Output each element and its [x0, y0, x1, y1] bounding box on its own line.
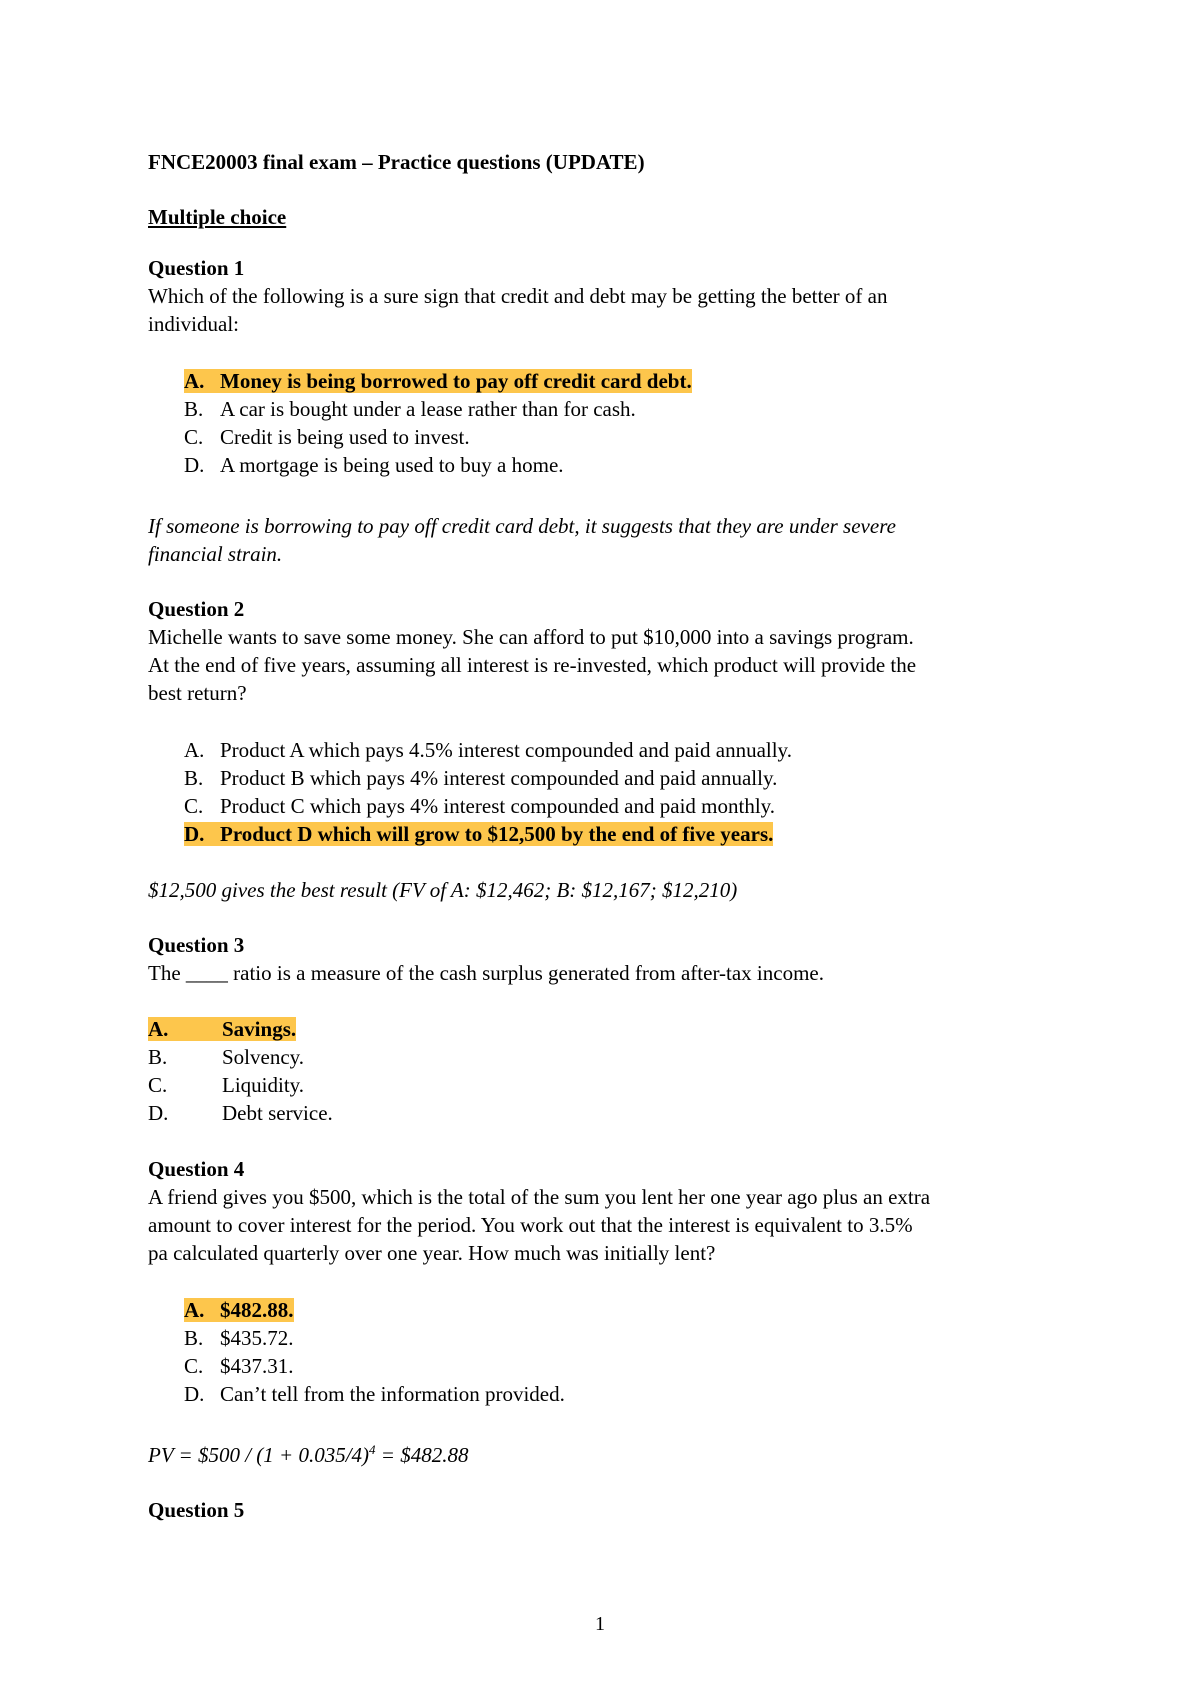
option-letter: B.: [184, 766, 204, 790]
option-letter: B.: [184, 1326, 204, 1350]
question-1-explanation: If someone is borrowing to pay off credit card debt, it suggests that they are under severe: [148, 514, 896, 538]
question-2-option-a: [184, 736, 792, 764]
page-number: 1: [595, 1613, 605, 1635]
question-2-option-c: [184, 792, 775, 820]
option-letter: C.: [184, 794, 204, 818]
option-text: Money is being borrowed to pay off credit card debt.: [220, 369, 692, 393]
question-2-explanation: $12,500 gives the best result (FV of A: $12,462; B: $12,167; $12,210): [148, 878, 738, 902]
option-text: Product B which pays 4% interest compounded and paid annually.: [220, 766, 778, 790]
question-1-text-line: Which of the following is a sure sign that credit and debt may be getting the better of an: [148, 284, 888, 308]
question-3-heading: Question 3: [148, 933, 245, 957]
option-letter: D.: [148, 1101, 169, 1125]
question-4-explanation: [148, 1441, 468, 1469]
option-letter: D.: [184, 822, 205, 846]
question-1-option-a: [184, 367, 692, 395]
option-text: Savings.: [222, 1017, 297, 1041]
option-letter: D.: [184, 1382, 205, 1406]
question-2-text-line: best return?: [148, 681, 247, 705]
question-1-explanation: financial strain.: [148, 542, 283, 566]
option-text: Can’t tell from the information provided.: [220, 1382, 565, 1406]
question-3-option-a: [148, 1015, 296, 1043]
question-1-text-line: individual:: [148, 312, 239, 336]
question-4-option-b: [184, 1324, 294, 1352]
option-text: A car is bought under a lease rather than for cash.: [220, 397, 636, 421]
option-text: Solvency.: [222, 1045, 305, 1069]
question-4-option-c: [184, 1352, 294, 1380]
question-3-option-b: [148, 1043, 304, 1071]
question-3-option-d: [148, 1099, 333, 1127]
question-2-option-d: [184, 820, 773, 848]
option-text: A mortgage is being used to buy a home.: [220, 453, 564, 477]
option-letter: A.: [184, 1298, 205, 1322]
question-5-heading: Question 5: [148, 1498, 245, 1522]
question-2-text-line: At the end of five years, assuming all interest is re-invested, which product will provide the: [148, 653, 917, 677]
section-heading: Multiple choice: [148, 205, 287, 229]
question-4-text-line: A friend gives you $500, which is the total of the sum you lent her one year ago plus an extra: [148, 1185, 931, 1209]
option-text: Liquidity.: [222, 1073, 305, 1097]
question-1-option-d: [184, 451, 564, 479]
formula-exponent: 4: [369, 1442, 376, 1457]
option-letter: C.: [184, 1354, 204, 1378]
formula-main: PV = $500 / (1 + 0.035/4): [148, 1443, 370, 1467]
question-4-option-d: [184, 1380, 565, 1408]
question-2-option-b: [184, 764, 777, 792]
question-4-heading: Question 4: [148, 1157, 245, 1181]
question-1-heading: Question 1: [148, 256, 245, 280]
option-letter: A.: [184, 369, 205, 393]
option-text: $435.72.: [220, 1326, 294, 1350]
question-4-text-line: pa calculated quarterly over one year. How much was initially lent?: [148, 1241, 716, 1265]
option-text: Credit is being used to invest.: [220, 425, 470, 449]
option-letter: B.: [184, 397, 204, 421]
option-text: $482.88.: [220, 1298, 294, 1322]
formula-result: = $482.88: [375, 1443, 469, 1467]
question-2-heading: Question 2: [148, 597, 245, 621]
option-letter: B.: [148, 1045, 168, 1069]
option-letter: A.: [148, 1017, 169, 1041]
option-text: Debt service.: [222, 1101, 333, 1125]
question-4-text-line: amount to cover interest for the period. You work out that the interest is equivalent to 3.5%: [148, 1213, 913, 1237]
question-1-option-b: [184, 395, 636, 423]
question-2-text-line: Michelle wants to save some money. She can afford to put $10,000 into a savings program.: [148, 625, 914, 649]
option-text: Product D which will grow to $12,500 by the end of five years.: [220, 822, 774, 846]
option-letter: C.: [148, 1073, 168, 1097]
question-4-option-a: [184, 1296, 294, 1324]
option-text: $437.31.: [220, 1354, 294, 1378]
option-letter: A.: [184, 738, 205, 762]
page-title: FNCE20003 final exam – Practice questions (UPDATE): [148, 150, 645, 174]
option-letter: D.: [184, 453, 205, 477]
question-3-option-c: [148, 1071, 304, 1099]
question-1-option-c: [184, 423, 470, 451]
option-text: Product C which pays 4% interest compounded and paid monthly.: [220, 794, 776, 818]
option-letter: C.: [184, 425, 204, 449]
question-3-text-line: The ____ ratio is a measure of the cash surplus generated from after-tax income.: [148, 961, 824, 985]
option-text: Product A which pays 4.5% interest compounded and paid annually.: [220, 738, 792, 762]
